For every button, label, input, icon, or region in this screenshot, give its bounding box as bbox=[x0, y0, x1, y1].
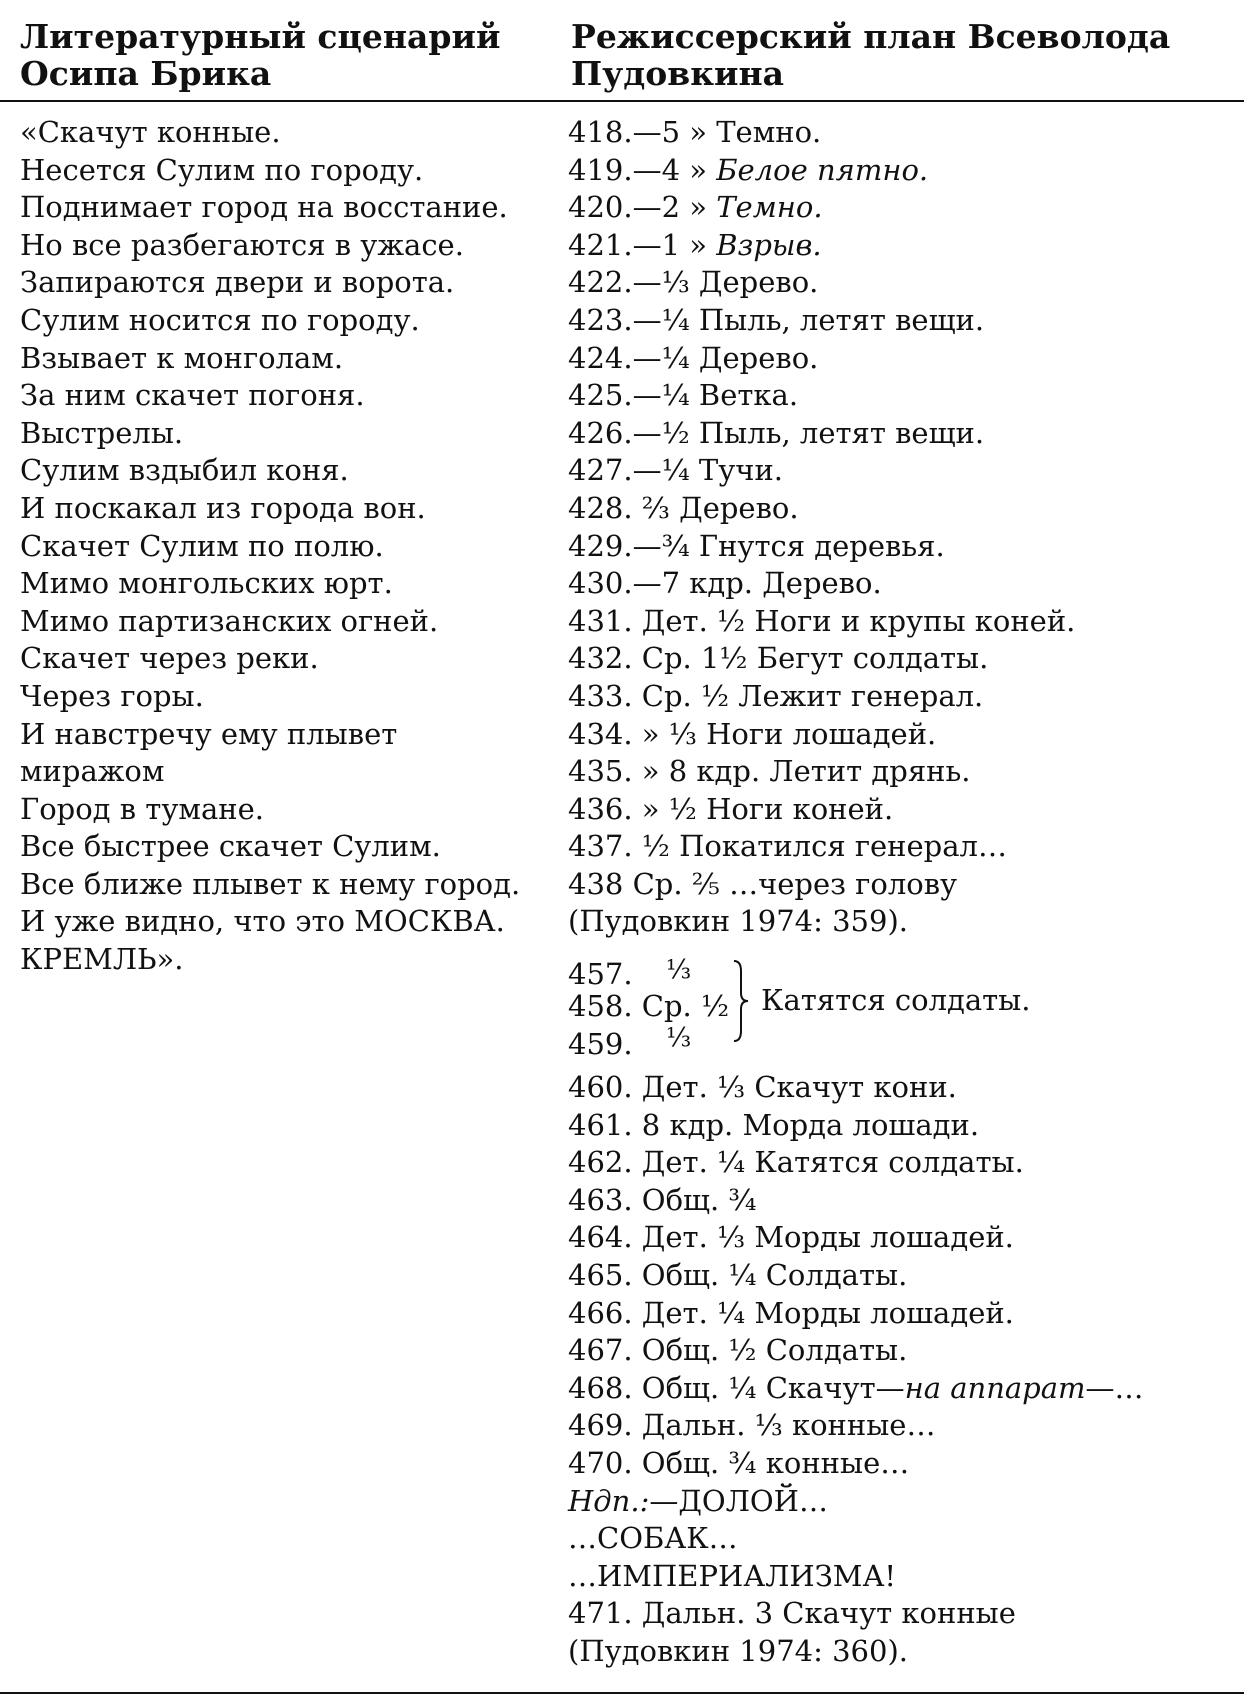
shot-entry bbox=[568, 302, 1244, 340]
script-line: «Скачут конные. bbox=[20, 115, 281, 149]
shot-entry-text: 433. Ср. ½ Лежит генерал. bbox=[568, 678, 984, 713]
shot-entry-text: (Пудовкин 1974: 359). bbox=[568, 904, 908, 939]
shot-entry bbox=[568, 903, 1244, 941]
shot-entry bbox=[568, 1107, 1244, 1145]
shot-entry bbox=[568, 1407, 1244, 1445]
director-plan-block-1 bbox=[568, 114, 1244, 941]
script-line: Сулим носится по городу. bbox=[20, 302, 420, 337]
shot-entry bbox=[568, 1558, 1244, 1596]
shot-entry-text: 431. Дет. ½ Ноги и крупы коней. bbox=[568, 603, 1076, 638]
shot-entry-text: 465. Общ. ¼ Солдаты. bbox=[568, 1258, 908, 1293]
shot-entry-text: 438 Ср. ⅖ …через голову bbox=[568, 866, 958, 901]
shot-entry bbox=[568, 565, 1244, 603]
script-line: Мимо партизанских огней. bbox=[20, 603, 439, 638]
shot-entry bbox=[568, 227, 1244, 265]
script-line: Все ближе плывет к нему город. bbox=[20, 866, 521, 901]
shot-entry-text: —ДОЛОЙ… bbox=[649, 1483, 828, 1518]
shot-entry-italic: Белое пятно. bbox=[716, 152, 929, 187]
shot-entry bbox=[568, 866, 1244, 904]
shot-entry bbox=[568, 114, 1244, 152]
shot-entry-text: 428. ⅔ Дерево. bbox=[568, 490, 799, 525]
shot-entry bbox=[568, 716, 1244, 754]
shot-entry-text: (Пудовкин 1974: 360). bbox=[568, 1633, 908, 1668]
shot-entry bbox=[568, 678, 1244, 716]
shot-entry-text: —… bbox=[1085, 1370, 1144, 1405]
shot-entry bbox=[568, 340, 1244, 378]
shot-entry-text: 436. » ½ Ноги коней. bbox=[568, 791, 894, 826]
director-plan-block-2 bbox=[568, 1069, 1244, 1671]
shot-entry-text: …СОБАК… bbox=[568, 1521, 738, 1556]
brace-label: Катятся солдаты. bbox=[761, 983, 1031, 1018]
shot-entry-text: 435. » 8 кдр. Летит дрянь. bbox=[568, 754, 971, 789]
script-line: Выстрелы. bbox=[20, 415, 184, 450]
script-line: КРЕМЛЬ». bbox=[20, 942, 184, 977]
shot-entry-italic: Взрыв. bbox=[716, 227, 822, 262]
shot-entry bbox=[568, 415, 1244, 453]
shot-entry-text: 419.—4 » bbox=[568, 152, 717, 187]
brace-row-fraction: ⅓ bbox=[666, 955, 692, 986]
shot-entry bbox=[568, 152, 1244, 190]
shot-entry bbox=[568, 377, 1244, 415]
shot-entry bbox=[568, 640, 1244, 678]
script-line: И поскакал из города вон. bbox=[20, 490, 426, 525]
shot-entry-italic: на аппарат bbox=[904, 1370, 1086, 1405]
script-line: И уже видно, что это МОСКВА. bbox=[20, 904, 505, 939]
brace-row-number: 459. bbox=[568, 1027, 633, 1062]
script-line: Взывает к монголам. bbox=[20, 340, 344, 375]
script-line: Запираются двери и ворота. bbox=[20, 265, 455, 300]
shot-entry-text: 427.—¼ Тучи. bbox=[568, 453, 784, 488]
shot-entry bbox=[568, 603, 1244, 641]
shot-entry bbox=[568, 1144, 1244, 1182]
shot-entry-text: 420.—2 » bbox=[568, 190, 717, 225]
shot-entry-text: 432. Ср. 1½ Бегут солдаты. bbox=[568, 641, 989, 676]
shot-entry bbox=[568, 1332, 1244, 1370]
bottom-rule bbox=[0, 1692, 1244, 1694]
shot-entry bbox=[568, 1295, 1244, 1333]
header-left-line: Литературный сценарий bbox=[20, 17, 501, 56]
shot-entry-text: 437. ½ Покатился генерал… bbox=[568, 829, 1007, 864]
shot-entry bbox=[568, 528, 1244, 566]
shot-entry-text: 423.—¼ Пыль, летят вещи. bbox=[568, 302, 985, 337]
shot-entry-text: 421.—1 » bbox=[568, 227, 717, 262]
shot-entry bbox=[568, 264, 1244, 302]
shot-entry-text: 425.—¼ Ветка. bbox=[568, 378, 799, 413]
shot-entry bbox=[568, 1182, 1244, 1220]
table-header bbox=[0, 0, 1244, 102]
shot-entry-italic: Ндп.: bbox=[568, 1483, 650, 1518]
shot-entry-text: …ИМПЕРИАЛИЗМА! bbox=[568, 1558, 897, 1593]
shot-entry bbox=[568, 1633, 1244, 1671]
shot-entry-text: 463. Общ. ¾ bbox=[568, 1182, 757, 1217]
shot-entry bbox=[568, 1595, 1244, 1633]
shot-entry-text: 468. Общ. ¼ Скачут— bbox=[568, 1370, 905, 1405]
shot-entry-text: 470. Общ. ¾ конные… bbox=[568, 1446, 910, 1480]
shot-entry-text: 422.—⅓ Дерево. bbox=[568, 265, 819, 300]
shot-entry-text: 430.—7 кдр. Дерево. bbox=[568, 566, 882, 601]
shot-entry-text: 467. Общ. ½ Солдаты. bbox=[568, 1333, 908, 1368]
script-line: Все быстрее скачет Сулим. bbox=[20, 829, 441, 864]
shot-entry bbox=[568, 490, 1244, 528]
literary-script-column bbox=[20, 114, 560, 979]
script-line: За ним скачет погоня. bbox=[20, 378, 365, 413]
director-plan-column bbox=[568, 114, 1244, 1671]
shot-entry-text: 424.—¼ Дерево. bbox=[568, 340, 819, 375]
shot-entry-text: 418.—5 » bbox=[568, 115, 717, 149]
shot-entry-text: 466. Дет. ¼ Морды лошадей. bbox=[568, 1295, 1014, 1330]
script-line: Но все разбегаются в ужасе. bbox=[20, 227, 464, 262]
shot-entry-text: 464. Дет. ⅓ Морды лошадей. bbox=[568, 1220, 1014, 1255]
shot-entry bbox=[568, 753, 1244, 791]
shot-entry bbox=[568, 452, 1244, 490]
shot-entry-text: 462. Дет. ¼ Катятся солдаты. bbox=[568, 1145, 1024, 1180]
header-left-line: Осипа Брика bbox=[20, 54, 272, 93]
script-line: Поднимает город на восстание. bbox=[20, 190, 508, 225]
header-right-line: Режиссерский план Всеволода bbox=[571, 17, 1171, 56]
script-line: Скачет через реки. bbox=[20, 641, 319, 676]
script-line: Мимо монгольских юрт. bbox=[20, 566, 393, 601]
script-line: миражом bbox=[20, 754, 165, 789]
shot-entry-text: 426.—½ Пыль, летят вещи. bbox=[568, 415, 985, 450]
shot-entry bbox=[568, 1520, 1244, 1558]
script-line: Город в тумане. bbox=[20, 791, 264, 826]
shot-entry bbox=[568, 1069, 1244, 1107]
shot-entry-italic: Темно. bbox=[716, 190, 823, 225]
brace-row-fraction: ⅓ bbox=[666, 1023, 692, 1054]
shot-entry-text: 461. 8 кдр. Морда лошади. bbox=[568, 1107, 980, 1142]
shot-entry bbox=[568, 828, 1244, 866]
shot-entry bbox=[568, 189, 1244, 227]
script-line: Скачет Сулим по полю. bbox=[20, 528, 384, 563]
curly-brace-icon bbox=[731, 959, 753, 1043]
shot-entry bbox=[568, 1445, 1244, 1483]
script-line: И навстречу ему плывет bbox=[20, 716, 398, 751]
shot-entry-text: 429.—¾ Гнутся деревья. bbox=[568, 528, 945, 563]
brace-row-number: 457. bbox=[568, 957, 633, 992]
shot-entry-text: 434. » ⅓ Ноги лошадей. bbox=[568, 716, 937, 751]
brace-row: 458. Ср. ½ bbox=[568, 989, 730, 1024]
shot-entry-text: Темно. bbox=[716, 115, 822, 149]
shot-entry-text: 469. Дальн. ⅓ конные… bbox=[568, 1408, 936, 1443]
header-right-column bbox=[571, 18, 1231, 92]
shot-entry bbox=[568, 1219, 1244, 1257]
shot-entry-text: 460. Дет. ⅓ Скачут кони. bbox=[568, 1070, 957, 1105]
shot-entry bbox=[568, 1370, 1244, 1408]
shot-entry-text: 471. Дальн. 3 Скачут конные bbox=[568, 1596, 1016, 1631]
script-line: Через горы. bbox=[20, 678, 204, 713]
header-right-line: Пудовкина bbox=[571, 54, 785, 93]
script-line: Сулим вздыбил коня. bbox=[20, 453, 349, 488]
shot-entry bbox=[568, 791, 1244, 829]
shot-entry bbox=[568, 1257, 1244, 1295]
brace-group bbox=[568, 957, 1244, 1069]
header-left-column bbox=[20, 18, 540, 92]
shot-entry bbox=[568, 1483, 1244, 1521]
script-line: Несется Сулим по городу. bbox=[20, 152, 424, 187]
